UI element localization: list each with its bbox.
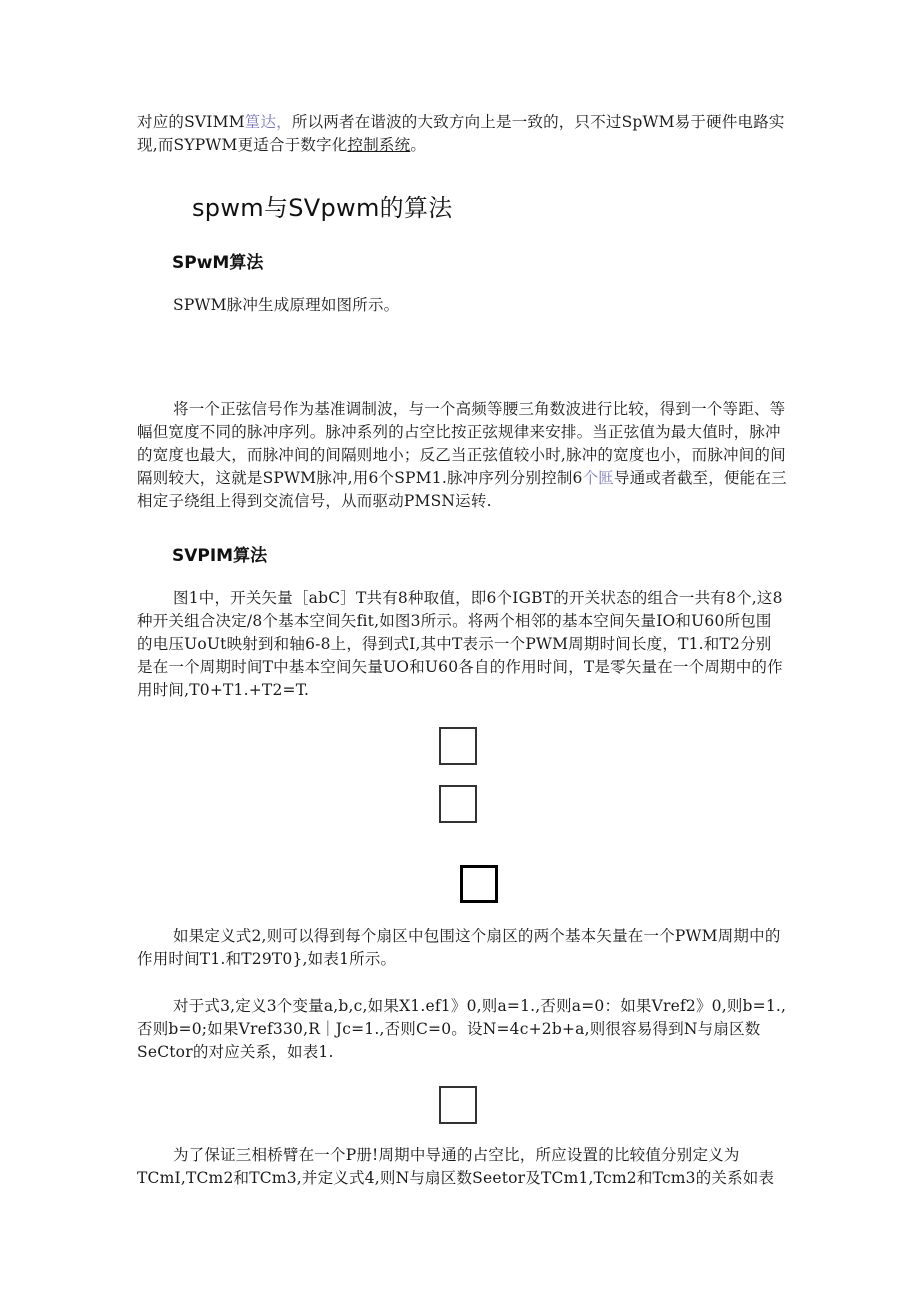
spwm-heading: SPwM算法 [172,253,264,273]
intro-paragraph [137,111,787,157]
section-title: spwm与SVpwm的算法 [192,194,453,222]
svpwm-body-paragraph: 图1中，开关矢量［abC］T共有8种取值，即6个IGBT的开关状态的组合一共有8个,这8种开关组合决定/8个基本空间矢fit,如图3所示。将两个相邻的基本空间矢量IO和U60所包围的电压UoUt映射到和轴6-8上，得到式I,其中T表示一个PWM周期时间长度，T1.和T2分别是在一个周期时间T中基本空间矢量UO和U60各自的作用时间，T是零矢量在一个周期中的作用时间,T0+T1.+T2=T. [137,589,783,699]
spwm-body-link[interactable]: 个匨 [582,469,615,487]
control-system-link[interactable]: 控制系统 [347,136,411,154]
eq2-paragraph: 如果定义式2,则可以得到每个扇区中包围这个扇区的两个基本矢量在一个PWM周期中的作用时间T1.和T29T0},如表1所示。 [137,927,781,968]
spwm-intro-paragraph: SPWM脉冲生成原理如图所示。 [173,296,400,314]
spwm-body-text-2: 导通或者截至，便能在三相定子绕组上得到交流信号，从而驱动PMSN运转. [137,469,787,510]
eq3-paragraph: 对于式3,定义3个变量a,b,c,如果X1.ef1》0,则a=1.,否则a=0：如果Vref2》0,则b=1.,否则b=0;如果Vref330,R｜Jc=1.,否则C=0。设N=4c+2b+a,则很容易得到N与扇区数SeCtor的对应关系，如表1. [137,997,787,1061]
last-paragraph: 为了保证三相桥臂在一个P册!周期中导通的占空比，所应设置的比较值分别定义为TCmI,TCm2和TCm3,并定义式4,则N与扇区数Seetor及TCm1,Tcm2和Tcm3的关系如表 [137,1146,775,1187]
equation-1-image-placeholder [439,727,477,765]
intro-text-3: 。 [410,136,427,154]
spwm-body-paragraph [137,398,787,513]
figure-image-placeholder [460,865,498,903]
intro-text-2: 所以两者在谐波的大致方向上是一致的，只不过SpWM易于硬件电路实现,而SYPWM更适合于数字化 [137,113,785,154]
intro-text-1: 对应的SVIMM [137,113,245,131]
svpwm-heading: SVPIM算法 [172,546,268,566]
equation-1b-image-placeholder [439,785,477,823]
spwm-body-text-1: 将一个正弦信号作为基准调制波，与一个高频等腰三角数波进行比较，得到一个等距、等幅但宽度不同的脉冲序列。脉冲系列的占空比按正弦规律来安排。当正弦值为最大值时，脉冲的宽度也最大，而脉冲间的间隔则地小；反乙当正弦值较小时,脉冲的宽度也小，而脉冲间的间隔则较大，这就是SPWM脉冲,用6个SPM1.脉冲序列分别控制6 [137,400,786,487]
table-1-image-placeholder [439,1086,477,1124]
intro-link-text[interactable]: 篁达， [244,113,292,131]
